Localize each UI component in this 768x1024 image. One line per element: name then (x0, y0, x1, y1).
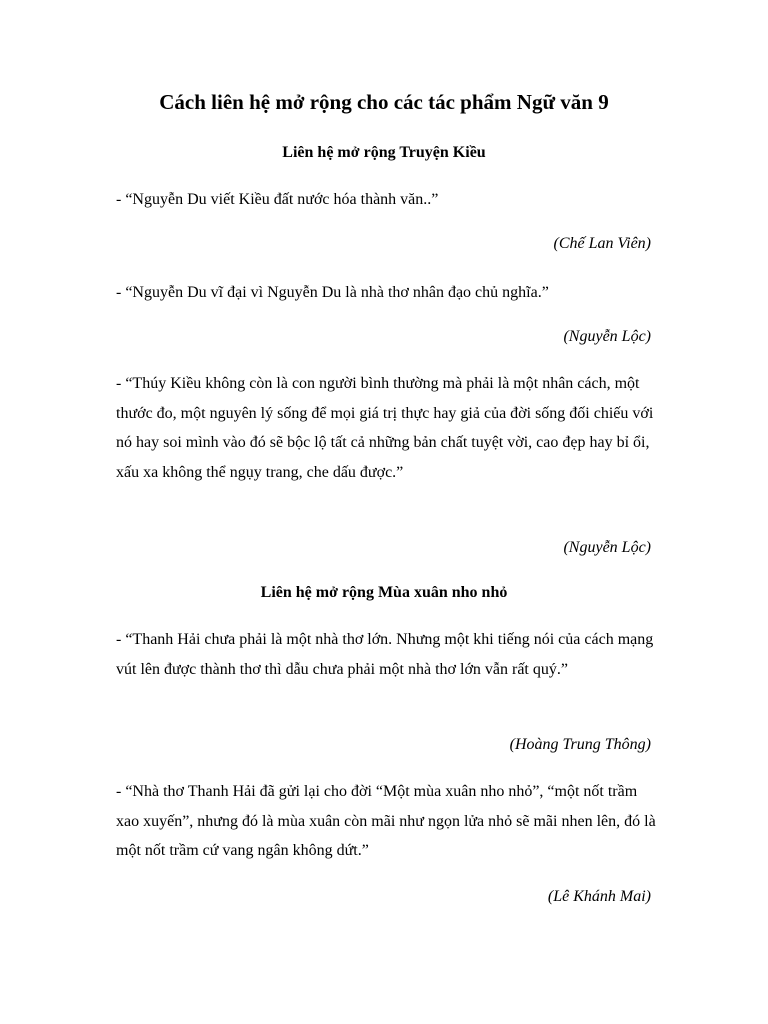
page-title: Cách liên hệ mở rộng cho các tác phẩm Ngữ văn 9 (159, 90, 609, 114)
quote-text: - “Nguyễn Du vĩ đại vì Nguyễn Du là nhà thơ nhân đạo chủ nghĩa.” (116, 284, 549, 301)
quote-text: - “Nguyễn Du viết Kiều đất nước hóa thành văn..” (116, 191, 439, 208)
quote-text: - “Nhà thơ Thanh Hải đã gửi lại cho đời “Một mùa xuân nho nhỏ”, “một nốt trầm xao xuyến”, nhưng đó là mùa xuân còn mãi như ngọn lửa nhỏ sẽ mãi nhen lên, đó là một nốt trầm cứ vang ngân không dứt.” (116, 783, 656, 859)
quote-author: (Chế Lan Viên) (553, 235, 651, 252)
quote-author: (Lê Khánh Mai) (547, 888, 651, 905)
quote-author: (Hoàng Trung Thông) (509, 736, 651, 753)
quote-text: - “Thanh Hải chưa phải là một nhà thơ lớn. Nhưng một khi tiếng nói của cách mạng vút lên được thành thơ thì dẫu chưa phải một nhà thơ lớn vẫn rất quý.” (116, 631, 654, 678)
quote-text: - “Thúy Kiều không còn là con người bình thường mà phải là một nhân cách, một thước đo, một nguyên lý sống để mọi giá trị thực hay giả của đời sống đối chiếu với nó hay soi mình vào đó sẽ bộc lộ tất cả những bản chất tuyệt vời, cao đẹp hay bỉ ổi, xấu xa không thể ngụy trang, che dấu được.” (116, 375, 654, 481)
quote-author: (Nguyễn Lộc) (563, 539, 651, 556)
quote-author: (Nguyễn Lộc) (563, 328, 651, 345)
section-heading-truyen-kieu: Liên hệ mở rộng Truyện Kiều (282, 144, 486, 161)
section-heading-mua-xuan-nho-nho: Liên hệ mở rộng Mùa xuân nho nhỏ (260, 584, 508, 601)
